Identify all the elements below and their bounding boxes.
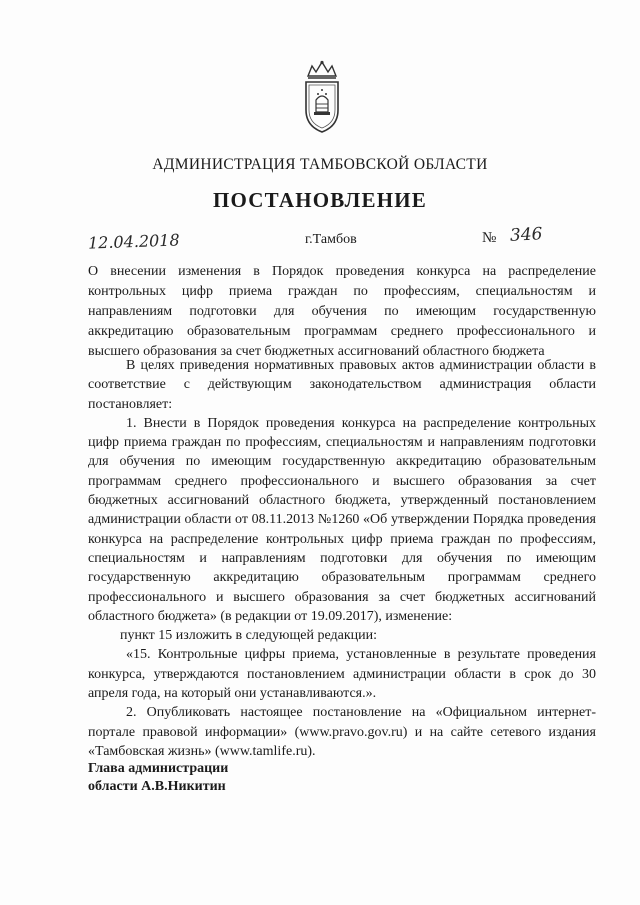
- signature-name-line: области А.В.Никитин: [88, 779, 226, 794]
- document-number: 346: [509, 224, 543, 246]
- organization-name: АДМИНИСТРАЦИЯ ТАМБОВСКОЙ ОБЛАСТИ: [152, 156, 488, 173]
- preamble-paragraph: В целях приведения нормативных правовых актов администрации области в соответствие с действующим законодательством администрация области постановляет:: [88, 358, 596, 412]
- document-subject: О внесении изменения в Порядок проведения конкурса на распределение контрольных цифр приема граждан по профессиям, специальностям и направлениям подготовки для обучения по имеющим государственную аккредитацию образовательным программам среднего профессионального и высшего образования за счет бюджетных ассигнований областного бюджета: [88, 264, 596, 359]
- document-body: [88, 356, 596, 761]
- coat-of-arms-emblem: [298, 60, 346, 136]
- item-1-subparagraph: пункт 15 изложить в следующей редакции:: [120, 628, 377, 644]
- signature-title-line: Глава администрации: [88, 761, 229, 776]
- item-1-quote-paragraph: «15. Контрольные цифры приема, установленные в результате проведения конкурса, утверждаются постановлением администрации области в срок до 30 апреля года, на который они устанавливаются.».: [88, 647, 596, 702]
- document-date: 12.04.2018: [87, 230, 180, 253]
- document-type-title: ПОСТАНОВЛЕНИЕ: [212, 188, 428, 212]
- city-name: г.Тамбов: [305, 232, 357, 247]
- number-label: №: [482, 230, 497, 246]
- item-1-paragraph: 1. Внести в Порядок проведения конкурса на распределение контрольных цифр приема граждан по профессиям, специальностям и направлениям подготовки для обучения по имеющим государственную аккредитацию образовательным программам среднего профессионального и высшего образования за счет бюджетных ассигнований областного бюджета, утвержденный постановлением администрации области от 08.11.2013 №1260 «Об утверждении Порядка проведения конкурса на распределение контрольных цифр приема граждан по профессиям, специальностям и направлениям подготовки для обучения по имеющим государственную аккредитацию образовательным программам среднего профессионального и высшего образования за счет бюджетных ассигнований областного бюджета» (в редакции от 19.09.2017), изменение:: [88, 415, 596, 624]
- signature-block: [88, 760, 228, 796]
- item-2-paragraph: 2. Опубликовать настоящее постановление на «Официальном интернет-портале правовой информации» (www.pravo.gov.ru) и на сайте сетевого издания «Тамбовская жизнь» (www.tamlife.ru).: [88, 705, 596, 759]
